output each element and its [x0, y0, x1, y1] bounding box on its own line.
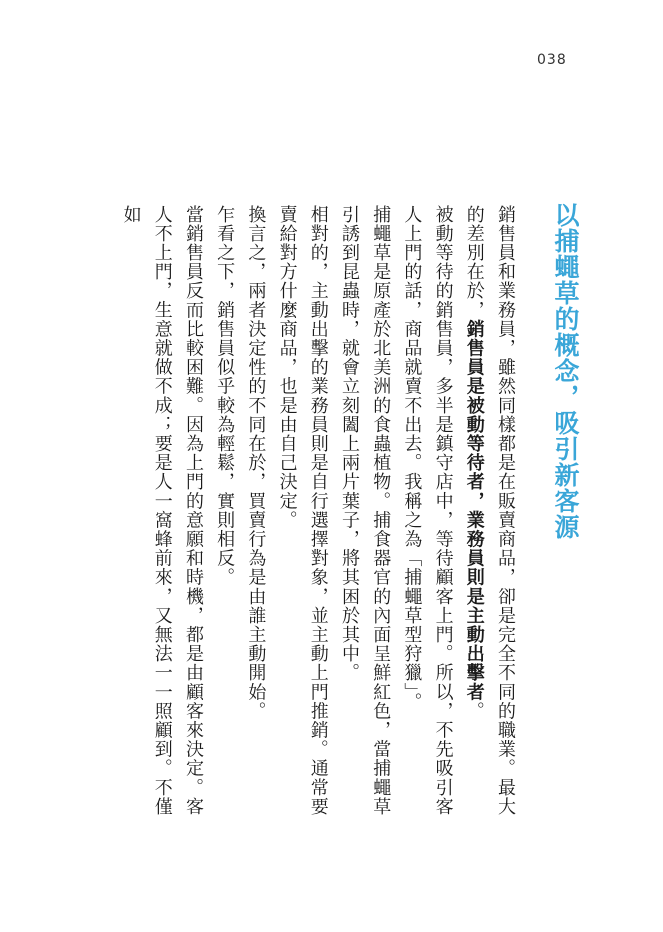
body-text	[115, 205, 521, 825]
paragraph	[271, 205, 333, 825]
paragraph-text: 當銷售員反而比較困難。因為上門的意願和時機，都是由顧客來決定。客人不上門，生意就做不成；要是人一窩蜂前來，又無法一一照顧到。不僅如	[120, 205, 204, 817]
paragraph-text: 相對的，主動出擊的業務員則是自行選擇對象，並主動上門推銷。通常要賣給對方什麼商品，也是由自己決定。	[276, 205, 329, 817]
paragraph-text: 被動等待的銷售員，多半是鎮守店中，等待顧客上門。所以，不先吸引客人上門的話，商品就賣不出去。我稱之為「捕蠅草型狩獵」。	[401, 205, 454, 817]
paragraph	[209, 205, 240, 825]
paragraph	[459, 205, 521, 825]
page-number: 038	[537, 52, 567, 68]
section-heading: 以捕蠅草的概念，吸引新客源	[551, 202, 580, 540]
paragraph	[334, 205, 396, 825]
emphasis-text: 銷售員是被動等待者，業務員則是主動出擊者	[463, 319, 485, 702]
paragraph-text: 銷售員和業務員，雖然同樣都是在販賣商品，卻是完全不同的職業。最大的差別在於，	[463, 205, 516, 817]
paragraph	[240, 205, 271, 825]
paragraph-text: 捕蠅草是原產於北美洲的食蟲植物。捕食器官的內面呈鮮紅色，當捕蠅草引誘到昆蟲時，就會立刻闔上兩片葉子，將其困於其中。	[338, 205, 392, 817]
paragraph-text: 乍看之下，銷售員似乎較為輕鬆，實則相反。	[214, 205, 236, 587]
paragraph-text: 。	[463, 701, 485, 721]
paragraph	[396, 205, 458, 825]
paragraph	[115, 205, 209, 825]
paragraph-text: 換言之，兩者決定性的不同在於，買賣行為是由誰主動開始。	[245, 205, 267, 721]
